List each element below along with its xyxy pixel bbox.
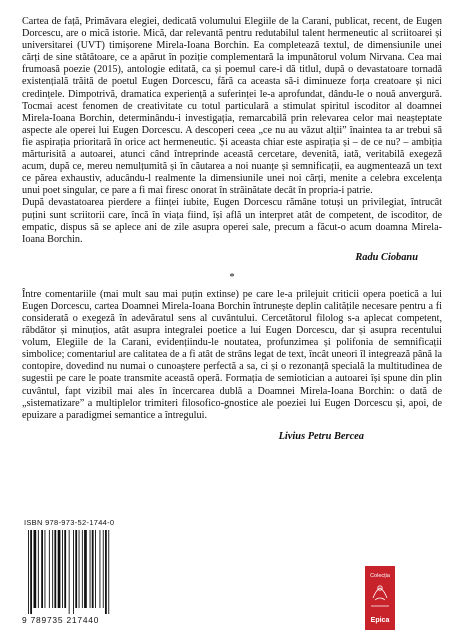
review-2-paragraph: Între comentariile (mai mult sau mai puțin extinse) pe care le-a prilejuit criticii opera poetică a lui Eugen Dorcescu, cartea Doamnei Mirela-Ioana Borchin întrunește deplin calitățile necesare pentru a fi considerată o exegeză în adevăratul sens al cuvântului. Cercetătorul filolog s-a aplecat competent, răbdător și minuțios, atât asupra integralei poetice a lui Eugen Dorcescu, dar și asupra recentului volum, Elegiile de la Carani, evidențiindu-le noutatea, profunzimea și polifonia de semnificații simbolice; comentariul are calitatea de a fi atât de strâns legat de text, încât uneori îl integrează până la contopire, dovedind nu numai o cunoaștere perfectă a sa, ci și o rezonanță specială la multitudinea de sugestii pe care le poate transmite această operă. Formația de semiotician a autoarei își spune din plin cuvântul, fapt vizibil mai ales în încercarea dublă a Doamnei Mirela-Ioana Borchin: o dată de „sistematizare” a multiplelor trimiteri filosofico-gnostice ale poeziei lui Eugen Dorcescu și, apoi, de epuizare a paradigmei semantice a întregului. [22, 288, 442, 421]
logo-top-text: Colecția [370, 573, 390, 579]
section-separator: * [229, 270, 235, 283]
review-1-paragraph-2: După devastatoarea pierdere a ființei iubite, Eugen Dorcescu rămâne totuși un privilegiat, întrucât puțini sunt scriitorii care, încă în viața fiind, își află un interpret atât de competent, de iscoditor, de empatic, dispus să se aplece ani de zile asupra operei sale, precum a făcut-o acum doamna Mirela-Ioana Borchin. [22, 197, 442, 245]
review-1-signature: Radu Ciobanu [355, 251, 418, 263]
barcode-image [24, 528, 136, 614]
barcode-digits: 9 789735 217440 [22, 615, 100, 625]
cover-footer [22, 518, 442, 628]
review-1-paragraph-1: Cartea de față, Primăvara elegiei, dedicată volumului Elegiile de la Carani, publicat, recent, de Eugen Dorcescu, are o mică istorie. Mică, dar relevantă pentru redutabilul talent hermeneutic al scriitoarei și universitarei (UVT) timișorene Mirela-Ioana Borchin. Ea completează textul, de dimensiunile unei cărți de sine stătătoare, ce a apărut în poziție complementară la impunătorul volum Nirvana. Cea mai frumoasă poezie (2015), antologie editată, ca și poemul care-i dă titlul, după o devastatoare tornadă existențială trăită de poetul Eugen Dorcescu, fără ca aceasta să-i diminueze forța creatoare și nici credințele. Dimpotrivă, dramatica experiență a suferinței le-a aprofundat, dându-le o nouă anvergură. Tocmai acest fenomen de creativitate cu totul particulară a stimulat spiritul iscoditor al doamnei Mirela-Ioana Borchin, determinându-i investigația, remarcabilă prin relevarea celor mai neașteptate aspecte ale operei lui Eugen Dorcescu. A descoperi ceea „ce nu au văzut alții” înaintea ta ar trebui să fie aspirația prioritară în orice act hermeneutic. Și aceasta chiar este aspirația și – de ce nu? – ambiția mărturisită a autoarei, atunci când întreprinde această cercetare, devenită, iată, veritabilă exegeză acum, după ce, mereu nemulțumită și în căutarea a noi nuanțe și semnificații, ea augmentează un text ce părea exhaustiv, aducându-l realmente la dimensiunile unei noi cărți, menite a celebra excelența unui poet singular, ce pare a fi mai firesc onorat în străinătate decât în propria-i patrie. [22, 16, 442, 197]
logo-bottom-text: Epica [370, 617, 390, 624]
review-2-signature: Livius Petru Bercea [278, 430, 364, 442]
publisher-logo [365, 566, 395, 630]
isbn-label: ISBN 978-973-52-1744-0 [24, 518, 115, 527]
